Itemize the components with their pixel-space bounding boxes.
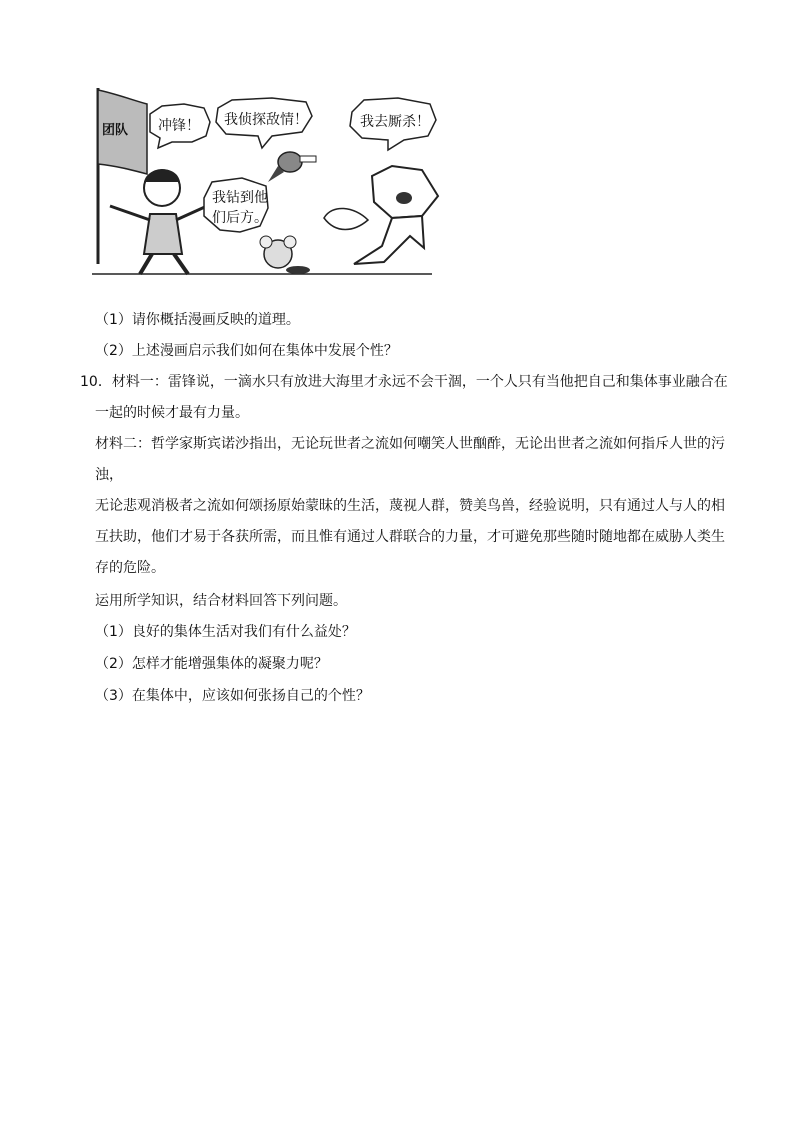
speech-bubble-scout — [216, 98, 312, 148]
q9-sub2: （2）上述漫画启示我们如何在集体中发展个性？ — [95, 343, 398, 359]
q10-sub1: （1）良好的集体生活对我们有什么益处？ — [95, 624, 356, 640]
q10-line5: 无论悲观消极者之流如何颂扬原始蒙昧的生活，蔑视人群，赞美鸟兽，经验说明，只有通过人与人的相 — [95, 498, 725, 514]
flag-label: 团队 — [102, 123, 129, 138]
mouse-figure — [260, 236, 310, 274]
team-cartoon-illustration — [92, 86, 444, 288]
bubble-scout-text: 我侦探敌情！ — [224, 112, 308, 128]
speech-bubble-charge — [150, 104, 210, 148]
q10-instruction: 运用所学知识，结合材料回答下列问题。 — [95, 593, 347, 609]
bird-figure — [268, 152, 316, 182]
bubble-charge-text: 冲锋！ — [158, 118, 200, 134]
speech-bubble-fight — [350, 98, 436, 150]
q10-line7: 存的危险。 — [95, 560, 165, 576]
q10-sub3: （3）在集体中，应该如何张扬自己的个性？ — [95, 688, 370, 704]
leader-figure — [110, 169, 207, 274]
q10-sub2: （2）怎样才能增强集体的凝聚力呢？ — [95, 656, 328, 672]
speech-bubble-dig — [204, 178, 268, 232]
q10-line1: 10．材料一：雷锋说，一滴水只有放进大海里才永远不会干涸，一个人只有当他把自己和集体事业融合在 — [80, 374, 728, 390]
q9-sub1: （1）请你概括漫画反映的道理。 — [95, 312, 300, 328]
bubble-dig-text-line1: 我钻到他 — [212, 190, 268, 206]
q10-line6: 互扶助，他们才易于各获所需，而且惟有通过人群联合的力量，才可避免那些随时随地都在威胁人类生 — [95, 529, 725, 545]
team-flag — [98, 88, 147, 264]
q10-line2: 一起的时候才最有力量。 — [95, 405, 249, 421]
q10-line3: 材料二：哲学家斯宾诺沙指出，无论玩世者之流如何嘲笑人世酗酢，无论出世者之流如何指斥人世的污 — [95, 436, 725, 452]
fox-figure — [324, 166, 438, 264]
q10-line4: 浊， — [95, 467, 123, 483]
bubble-dig-text-line2: 们后方。 — [212, 210, 268, 226]
bubble-fight-text: 我去厮杀！ — [360, 114, 430, 130]
